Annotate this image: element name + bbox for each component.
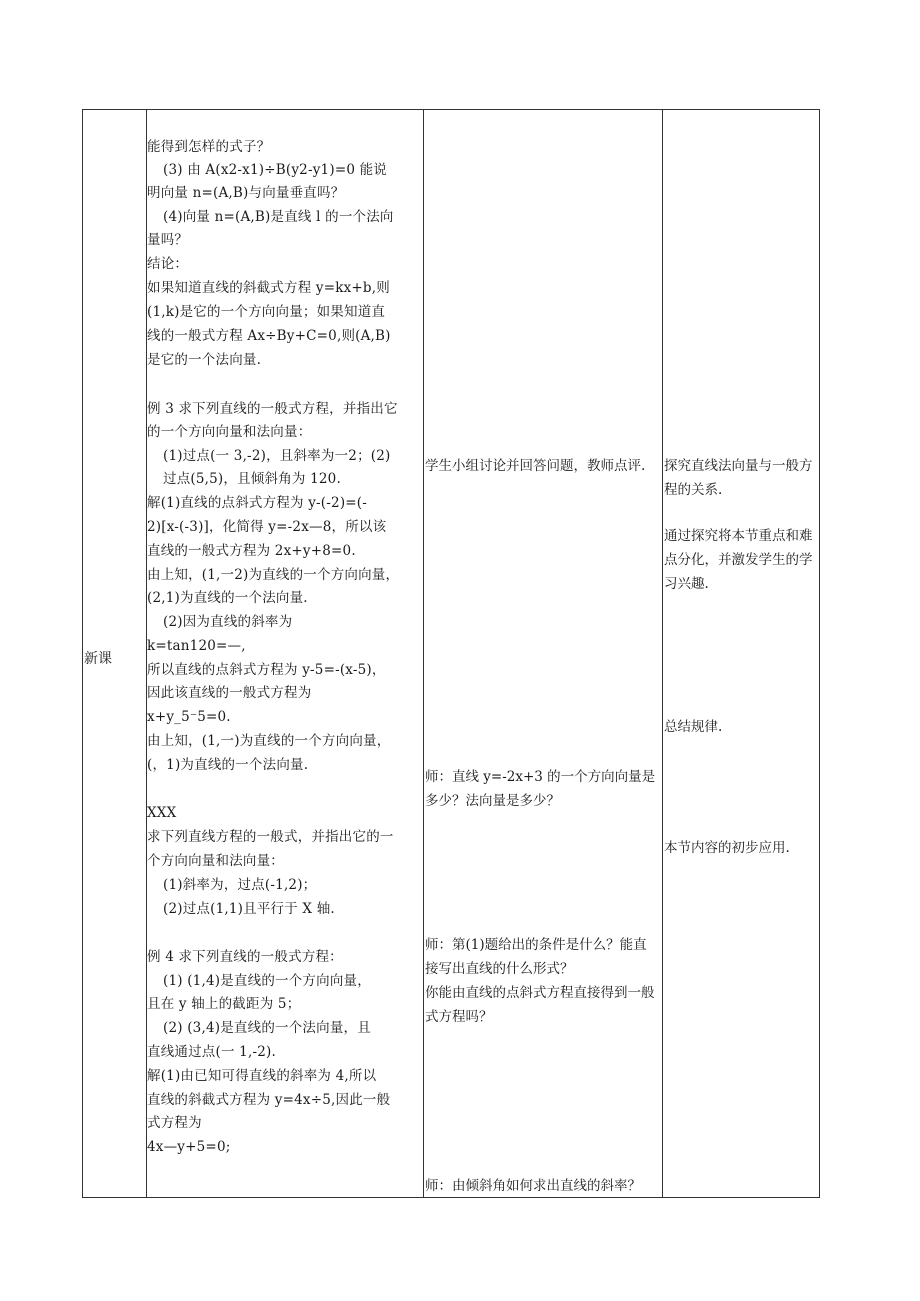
content-line: 过点(5,5)，且倾斜角为 120. [163,471,341,487]
content-line: 能得到怎样的式子？ [147,139,271,155]
content-line: x+y_5⁻5=0. [147,709,231,725]
content-line: k=tan120=—, [147,638,246,654]
content-line: 所以直线的点斜式方程为 y-5=-(x-5)， [147,662,386,678]
intent-cell [663,110,820,1198]
activity-note: 你能由直线的点斜式方程直接得到一般式方程吗？ [425,985,655,1025]
content-lines [147,110,423,1197]
content-line: 明向量 n=(A,B)与向量垂直吗？ [147,185,345,201]
activity-note: 师：第(1)题给出的条件是什么？能直接写出直线的什么形式？ [425,937,647,977]
activity-note: 师：由倾斜角如何求出直线的斜率？ [425,1178,641,1194]
content-line: 例 3 求下列直线的一般式方程，并指出它 [147,401,398,417]
content-line: (1)斜率为，过点(-1,2)； [163,877,317,893]
content-line: 且在 y 轴上的截距为 5； [147,996,301,1012]
content-line: 式方程为 [147,1115,202,1131]
content-line: 解(1)直线的点斜式方程为 y-(-2)=(- [147,495,368,511]
table-row [83,110,820,1198]
lesson-plan-table [82,109,820,1198]
content-line: (1) (1,4)是直线的一个方向向量， [163,973,371,989]
content-line: XXX [147,805,177,821]
content-cell [147,110,424,1198]
content-line: 因此该直线的一般式方程为 [147,685,312,701]
content-line: 个方向向量和法向量： [147,853,284,869]
activity-note: 学生小组讨论并回答问题，教师点评. [425,458,646,474]
content-line: 直线通过点(一 1,-2). [147,1044,276,1060]
content-line: 由上知，(1,一)为直线的一个方向向量， [147,733,391,749]
content-line: (3) 由 A(x2-x1)÷B(y2-y1)=0 能说 [163,162,388,178]
content-line: (2,1)为直线的一个法向量. [147,590,308,606]
content-line: 是它的一个法向量. [147,352,262,368]
content-line: (2)过点(1,1)且平行于 X 轴. [163,901,335,917]
intent-note: 通过探究将本节重点和难点分化，并激发学生的学习兴趣. [664,528,813,592]
content-line: 2)[x-(-3)]，化简得 y=-2x—8，所以该 [147,519,387,535]
content-line: (1)过点(一 3,-2)，且斜率为一2；(2) [163,448,391,464]
content-line: 求下列直线方程的一般式，并指出它的一 [147,829,394,845]
content-line: 的一个方向向量和法向量： [147,424,312,440]
content-line: (，1)为直线的一个法向量. [147,757,309,773]
content-line: (2) (3,4)是直线的一个法向量，且 [163,1020,371,1036]
content-line: 结论： [147,256,189,272]
content-line: 直线的斜截式方程为 y=4x÷5,因此一般 [147,1092,391,1108]
content-line: 如果知道直线的斜截式方程 y=kx+b,则 [147,280,390,296]
content-line: 例 4 求下列直线的一般式方程： [147,949,343,965]
content-line: 4x—y+5=0; [147,1139,231,1155]
activity-notes [424,110,662,1197]
content-line: 量吗？ [147,232,189,248]
activity-cell [424,110,663,1198]
stage-cell [83,110,147,1198]
activity-note: 师：直线 y=-2x+3 的一个方向向量是多少？法向量是多少？ [425,769,656,809]
content-line: 解(1)由已知可得直线的斜率为 4,所以 [147,1068,377,1084]
intent-note: 总结规律. [664,719,723,735]
intent-note: 探究直线法向量与一般方程的关系. [664,458,813,498]
content-line: (4)向量 n=(A,B)是直线 l 的一个法向 [163,209,394,225]
stage-label: 新课 [84,651,112,667]
content-line: (1,k)是它的一个方向向量；如果知道直 [147,304,386,320]
content-line: (2)因为直线的斜率为 [163,614,293,630]
content-line: 线的一般式方程 Ax÷By+C=0,则(A,B) [147,328,391,344]
content-line: 直线的一般式方程为 2x+y+8=0. [147,543,356,559]
intent-note: 本节内容的初步应用. [664,840,790,856]
intent-notes [663,110,819,1197]
content-line: 由上知，(1,一2)为直线的一个方向向量， [147,567,400,583]
